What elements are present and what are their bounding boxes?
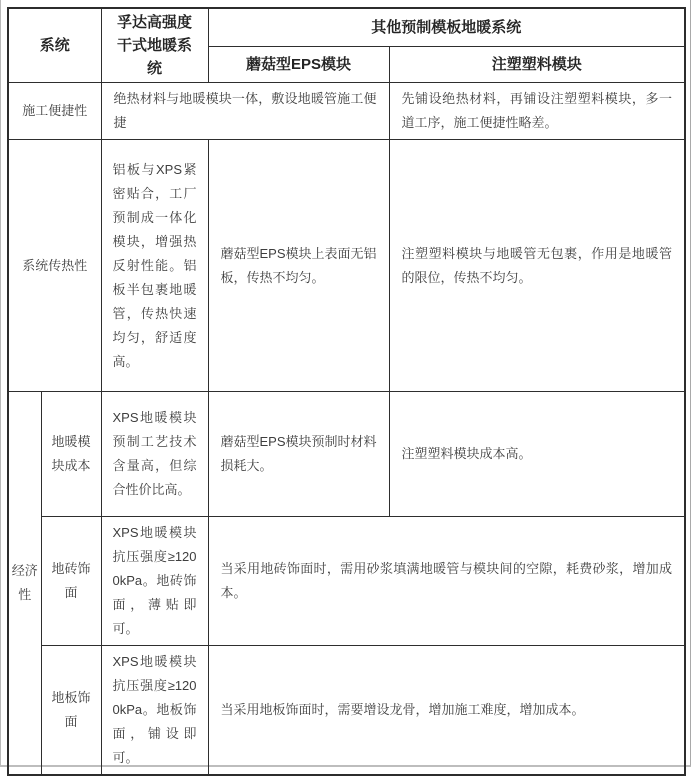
cell-heat-fuda: 铝板与XPS紧密贴合，工厂预制成一体化模块，增强热反射性能。铝板半包裹地暖管，传热快速均匀，舒适度高。: [101, 140, 208, 392]
cell-tile-other: 当采用地砖饰面时，需用砂浆填满地暖管与模块间的空隙，耗费砂浆，增加成本。: [208, 517, 685, 646]
row-group-label-economy: 经济性: [8, 392, 41, 776]
cell-floor-fuda: XPS地暖模块抗压强度≥1200kPa。地板饰面，铺设即可。: [101, 646, 208, 776]
heating-system-comparison-table: [7, 7, 686, 776]
header-cell-fuda-system: 孚达高强度干式地暖系统: [101, 8, 208, 83]
cell-construction-plastic: 先铺设绝热材料，再铺设注塑塑料模块，多一道工序，施工便捷性略差。: [389, 83, 685, 140]
header-cell-plastic-module: 注塑塑料模块: [389, 46, 685, 82]
row-label-module-cost: 地暖模块成本: [41, 392, 101, 517]
cell-tile-fuda: XPS地暖模块抗压强度≥1200kPa。地砖饰面，薄贴即可。: [101, 517, 208, 646]
row-floor-finish: [8, 646, 685, 776]
cell-heat-plastic: 注塑塑料模块与地暖管无包裹，作用是地暖管的限位，传热不均匀。: [389, 140, 685, 392]
row-label-construction-convenience: 施工便捷性: [8, 83, 101, 140]
header-cell-eps-module: 蘑菇型EPS模块: [208, 46, 389, 82]
row-label-heat-transfer: 系统传热性: [8, 140, 101, 392]
cell-construction-fuda-eps: 绝热材料与地暖模块一体，敷设地暖管施工便捷: [101, 83, 389, 140]
row-module-cost: [8, 392, 685, 517]
cell-heat-eps: 蘑菇型EPS模块上表面无铝板，传热不均匀。: [208, 140, 389, 392]
row-label-tile-finish: 地砖饰面: [41, 517, 101, 646]
header-cell-system: 系统: [8, 8, 101, 83]
header-row-1: [8, 8, 685, 46]
row-tile-finish: [8, 517, 685, 646]
header-cell-other-systems-group: 其他预制模板地暖系统: [208, 8, 685, 46]
cell-floor-other: 当采用地板饰面时，需要增设龙骨，增加施工难度，增加成本。: [208, 646, 685, 776]
row-label-floor-finish: 地板饰面: [41, 646, 101, 776]
row-heat-transfer: [8, 140, 685, 392]
row-construction-convenience: [8, 83, 685, 140]
cell-module-cost-plastic: 注塑塑料模块成本高。: [389, 392, 685, 517]
cell-module-cost-eps: 蘑菇型EPS模块预制时材料损耗大。: [208, 392, 389, 517]
cell-module-cost-fuda: XPS地暖模块预制工艺技术含量高，但综合性价比高。: [101, 392, 208, 517]
